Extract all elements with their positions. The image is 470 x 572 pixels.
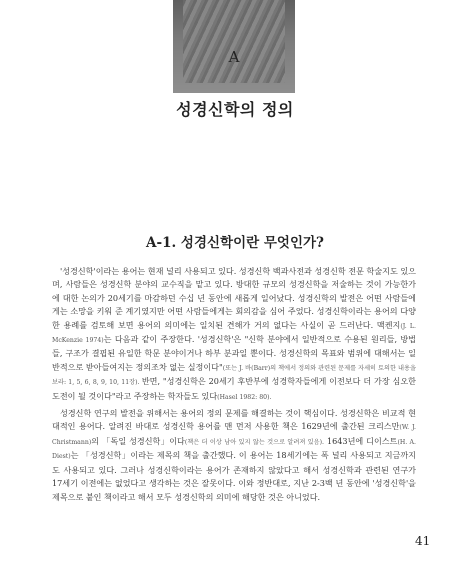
paragraph-text: 1643년에 디이스트 — [324, 435, 398, 446]
paragraph-text: '성경신학'이라는 용어는 현재 널리 사용되고 있다. 성경신학 백과사전과 성경신학 전문 학술지도 있으며, 사람들은 성경신학 분야의 교수직을 맡고 있다. 방대한 규모의 성경신학을 저술하는 것이 가능한가에 대한 논의가 20세기를 마감하던 수십 년 동안에 새롭게 일어났다. 성경신학의 발전은 어떤 사람들에게는 소망을 키워 준 계기였지만 어떤 사람들에게는 회의감을 심어 주었다. 성경신학이라는 용어의 다양한 용례를 검토해 보면 용어의 의미에는 일치된 견해가 거의 없다는 사실이 곧 드러난다. 맥켄지 — [52, 266, 416, 330]
chapter-letter: A — [228, 48, 240, 66]
paragraph-text: 는 「성경신학」이라는 제목의 책을 출간했다. 이 용어는 18세기에는 폭 널리 사용되고 지금까지도 사용되고 있다. 그러나 성경신학이라는 용어가 존재하지 않았다고 해서 성경신학과 관련된 연구가 17세기 이전에는 없었다고 생각하는 것은 잘못이다. 이와 정반대로, 지난 2-3백 년 동안에 '성경신학'을 제목으로 붙인 책이라고 해서 모두 성경신학의 의미에 해당한 것은 아니었다. — [52, 450, 416, 502]
paragraph — [52, 407, 416, 504]
paragraph-text: 반면, "성경신학은 20세기 후반부에 성경학자들에게 이전보다 더 가장 심오한 도전이 될 것이다"라고 주장하는 학자들도 있다 — [52, 376, 416, 401]
chapter-banner — [173, 0, 295, 93]
citation-text: (Hasel 1982: 80). — [217, 393, 272, 401]
page-number: 41 — [415, 534, 431, 548]
citation-text: (또는 J. 바(Barr)의 책에서 정의와 관련된 문제를 자세히 토의한 내용을 보라: 1, 5, 6, 8, 9, 10, 11장). — [52, 364, 416, 387]
paragraph — [52, 265, 416, 404]
citation-text: (J. L. McKenzie 1974) — [52, 322, 416, 345]
page-title: 성경신학의 정의 — [176, 100, 294, 119]
banner-image — [183, 0, 285, 83]
paragraph-text: 성경신학 연구의 발전을 위해서는 용어의 정의 문제를 해결하는 것이 핵심이다. 성경신학은 비교적 현대적인 용어다. 알려진 바대로 성경신학 용어를 맨 먼저 사용한 책은 1629년에 출간된 크리스만 — [52, 408, 416, 432]
section-title: A-1. 성경신학이란 무엇인가? — [146, 235, 324, 251]
body-text — [52, 265, 416, 507]
citation-text: (책은 더 이상 남아 있지 않는 것으로 알려져 있음). — [184, 438, 325, 446]
citation-text: (W. J. Christmann) — [52, 424, 417, 446]
paragraph-text: 의 「독일 성경신학」이다 — [91, 435, 185, 446]
paragraph-text: 는 다음과 같이 주장한다. '성경신학'은 "신학 분야에서 일반적으로 수용된 원리들, 방법들, 구조가 결핍된 유일한 학문 분야이거나 하부 분과일 뿐이다. 성경신학의 목표와 범위에 대해서는 일반적으로 받아들여지는 정의조차 없는 실정이다" — [52, 334, 416, 372]
citation-text: (H. A. Diest) — [52, 438, 416, 461]
